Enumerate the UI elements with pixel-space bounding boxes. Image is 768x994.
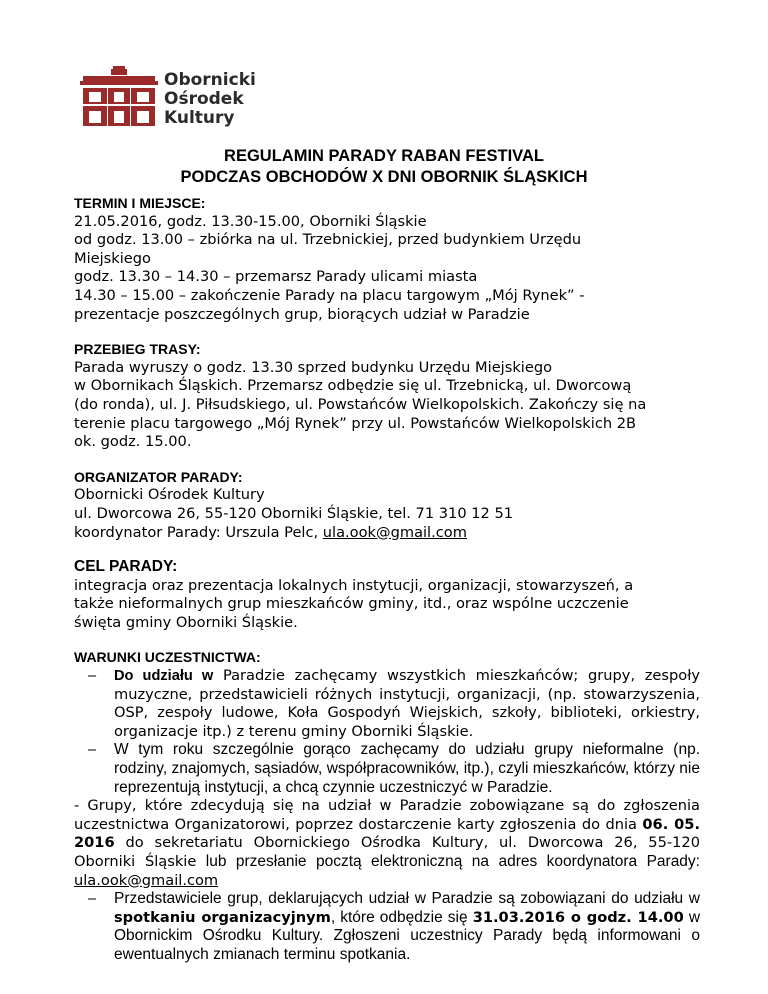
text-line: Parada wyruszy o godz. 13.30 sprzed budynku Urzędu Miejskiego <box>74 358 553 376</box>
section-cel <box>74 558 700 632</box>
text-line: integracja oraz prezentacja lokalnych instytucji, organizacji, stowarzyszeń, a <box>74 576 634 594</box>
section-heading: WARUNKI UCZESTNICTWA: <box>74 649 261 666</box>
text-line: prezentacje poszczególnych grup, biorących udział w Paradzie <box>74 305 530 323</box>
paragraph-text: - Grupy, które zdecydują się na udział w Paradzie zobowiązane są do zgłoszenia uczestnictwa Organizatorowi, poprzez dostarczenie karty zgłoszenia do dnia <box>74 797 700 833</box>
dash-bullet: – <box>88 668 97 685</box>
paragraph-text: lub przesłanie pocztą elektroniczną na adres koordynatora Parady: <box>196 853 700 870</box>
logo-wordmark <box>164 71 256 128</box>
section-warunki <box>74 648 700 964</box>
document-body <box>74 194 700 981</box>
meeting-datetime: 31.03.2016 o godz. 14.00 <box>472 908 684 926</box>
text-line: święta gminy Oborniki Śląskie. <box>74 613 298 631</box>
list-item-text: W tym roku szczególnie gorąco zachęcamy do udziału grupy nieformalne (np. rodziny, znajomych, sąsiadów, współpracowników, itp.), czyli mieszkańców, którzy nie reprezentują instytucji, a chcą czynnie uczestniczyć w Paradzie. <box>114 741 700 796</box>
text-line: terenie placu targowego „Mój Rynek” przy ul. Powstańców Wielkopolskich 2B <box>74 414 637 432</box>
list-item <box>74 667 700 741</box>
section-trasa <box>74 340 700 452</box>
text-line: od godz. 13.00 – zbiórka na ul. Trzebnickiej, przed budynkiem Urzędu <box>74 231 582 249</box>
emphasis-text: spotkaniu organizacyjnym <box>114 908 331 926</box>
title-line-1: REGULAMIN PARADY RABAN FESTIVAL <box>224 147 544 165</box>
paragraph-text: do sekretariatu Obornickiego Ośrodka Kultury, ul. Dworcowa 26, 55-120 Oborniki Śląskie <box>74 834 700 870</box>
text-line: Miejskiego <box>74 249 151 267</box>
logo-line-3: Kultury <box>164 108 235 128</box>
logo <box>80 66 280 128</box>
list-item-text: Przedstawiciele grup, deklarujących udział w Paradzie są zobowiązani do udziału w <box>114 890 700 908</box>
coordinator-email-link[interactable]: ula.ook@gmail.com <box>322 523 467 541</box>
organizer-name: Obornicki Ośrodek Kultury <box>74 486 265 504</box>
coordinator-email-link[interactable]: ula.ook@gmail.com <box>74 871 219 889</box>
organizer-address: ul. Dworcowa 26, 55-120 Oborniki Śląskie, tel. 71 310 12 51 <box>74 504 514 522</box>
text-line: 21.05.2016, godz. 13.30-15.00, Oborniki Śląskie <box>74 212 427 230</box>
dash-bullet: – <box>88 891 97 908</box>
text-line: ok. godz. 15.00. <box>74 433 192 451</box>
text-line: także nieformalnych grup mieszkańców gminy, itd., oraz wspólne uczczenie <box>74 595 629 613</box>
section-heading: TERMIN I MIEJSCE: <box>74 195 206 211</box>
text-line: (do ronda), ul. J. Piłsudskiego, ul. Powstańców Wielkopolskich. Zakończy się na <box>74 395 647 413</box>
list-item-text: , które odbędzie się <box>330 908 473 926</box>
text-line: godz. 13.30 – 14.30 – przemarsz Parady ulicami miasta <box>74 268 478 286</box>
list-item <box>74 890 700 964</box>
emphasis-text: Do udziału w <box>114 668 214 685</box>
logo-line-1: Obornicki <box>164 70 256 90</box>
list-item <box>74 741 700 797</box>
section-heading: ORGANIZATOR PARADY: <box>74 468 243 485</box>
text-line: 14.30 – 15.00 – zakończenie Parady na placu targowym „Mój Rynek” - <box>74 286 585 304</box>
section-organizator <box>74 468 700 542</box>
deadline-date: 06. 05. 2016 <box>74 815 700 852</box>
logo-building-icon <box>80 66 158 128</box>
logo-line-2: Ośrodek <box>164 89 244 109</box>
dash-bullet: – <box>88 742 97 759</box>
section-heading: PRZEBIEG TRASY: <box>74 341 201 358</box>
list-item-text: w Obornickim Ośrodku Kultury. Zgłoszeni uczestnicy Parady będą informowani o ewentualnych zmianach terminu spotkania. <box>114 908 701 963</box>
section-heading: CEL PARADY: <box>74 558 178 576</box>
section-termin <box>74 194 700 324</box>
text-line: w Obornikach Śląskich. Przemarsz odbędzie się ul. Trzebnicką, ul. Dworcową <box>74 377 632 395</box>
registration-paragraph <box>74 797 700 890</box>
list-item-text: Paradzie zachęcamy wszystkich mieszkańców; grupy, zespoły muzyczne, przedstawicieli różnych instytucji, organizacji, (np. stowarzyszenia, OSP, zespoły ludowe, Koła Gospodyń Wiejskich, szkoły, biblioteki, orkiestry, organizacje itp.) z terenu gminy Oborniki Śląskie. <box>114 667 700 740</box>
coordinator-label: koordynator Parady: Urszula Pelc, <box>74 523 323 541</box>
organizer-coordinator <box>74 524 700 543</box>
title-line-2: PODCZAS OBCHODÓW X DNI OBORNIK ŚLĄSKICH <box>180 168 588 186</box>
document-title <box>0 146 768 188</box>
